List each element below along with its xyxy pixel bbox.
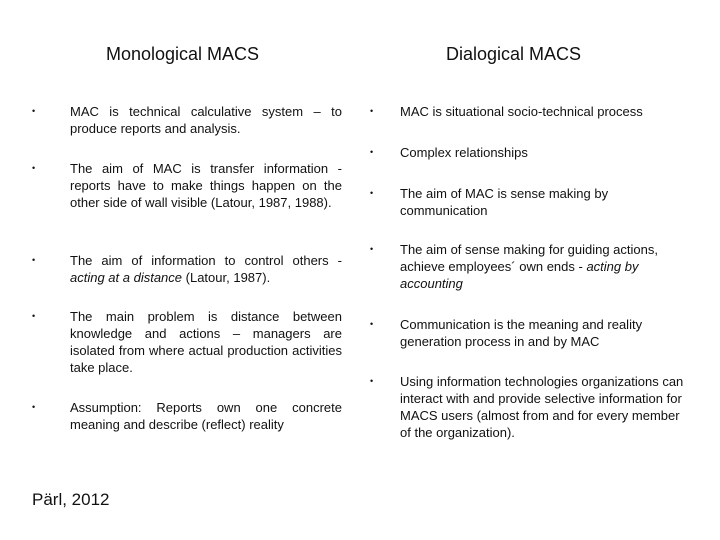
left-item-4 — [70, 308, 342, 376]
right-item-3-text: The aim of MAC is sense making by communication — [400, 186, 609, 218]
bullet-icon: • — [370, 106, 374, 116]
bullet-icon: • — [370, 376, 374, 386]
left-item-5-text: Assumption: Reports own one concrete meaning and describe (reflect) reality — [70, 400, 342, 432]
left-item-4-text: The main problem is distance between knowledge and actions – managers are isolated from where actual production activities take place. — [70, 309, 342, 375]
right-item-5 — [400, 316, 692, 350]
right-item-4 — [400, 241, 692, 292]
bullet-icon: • — [32, 163, 36, 173]
left-item-3-text: The aim of information to control others - — [70, 253, 342, 268]
bullet-icon: • — [370, 319, 374, 329]
bullet-icon: • — [370, 147, 374, 157]
right-item-6-text: Using information technologies organizations can interact with and provide selective information for MACS users (almost from and for every member of the organization). — [400, 374, 684, 440]
bullet-icon: • — [32, 255, 36, 265]
right-item-4-text: The aim of sense making for guiding actions, achieve employees´ own ends - — [400, 242, 658, 274]
right-item-3 — [400, 185, 692, 219]
right-item-1 — [400, 103, 692, 120]
bullet-icon: • — [32, 311, 36, 321]
left-column-title: Monological MACS — [106, 44, 260, 64]
bullet-icon: • — [370, 188, 374, 198]
bullet-icon: • — [370, 244, 374, 254]
right-item-2-text: Complex relationships — [400, 145, 528, 160]
left-item-3-emphasis: acting at a distance — [70, 270, 183, 285]
bullet-icon: • — [32, 402, 36, 412]
left-item-2 — [70, 160, 342, 211]
right-item-5-text: Communication is the meaning and reality generation process in and by MAC — [400, 317, 643, 349]
right-item-1-text: MAC is situational socio-technical process — [400, 104, 643, 119]
footer-citation: Pärl, 2012 — [32, 490, 110, 509]
bullet-icon: • — [32, 106, 36, 116]
left-item-3 — [70, 252, 342, 286]
left-item-3-tail: (Latour, 1987). — [182, 270, 271, 285]
right-item-6 — [400, 373, 692, 441]
right-item-4-emphasis: acting by accounting — [400, 259, 639, 291]
right-column-title: Dialogical MACS — [446, 44, 582, 64]
right-item-2 — [400, 144, 692, 161]
left-item-1-text: MAC is technical calculative system – to produce reports and analysis. — [70, 104, 342, 136]
left-item-1 — [70, 103, 342, 137]
left-item-2-text: The aim of MAC is transfer information - reports have to make things happen on the other side of wall visible (Latour, 1987, 1988). — [70, 161, 342, 210]
left-item-5 — [70, 399, 342, 433]
